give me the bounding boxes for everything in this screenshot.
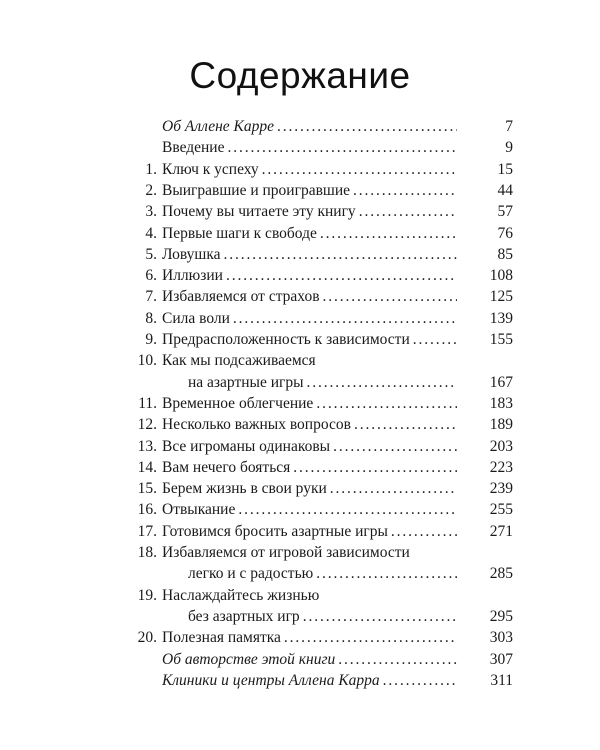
toc-entry: [0, 351, 600, 371]
entry-page: 203: [489, 437, 513, 455]
entry-leader: [162, 117, 457, 137]
entry-title: Ловушка: [162, 245, 221, 263]
entry-leader: [188, 373, 457, 393]
dot-leader: [327, 479, 457, 499]
entry-title: Выигравшие и проигравшие: [162, 181, 351, 199]
entry-number: 16.: [137, 501, 157, 519]
toc-entry: [0, 266, 600, 286]
entry-number: 15.: [137, 480, 157, 498]
entry-number: 20.: [137, 629, 157, 647]
dot-leader: [223, 266, 457, 286]
entry-number: 7.: [145, 288, 157, 306]
entry-leader: [162, 309, 457, 329]
entry-title: Клиники и центры Аллена Карра: [162, 671, 380, 689]
toc-entry-continued: [0, 564, 600, 584]
dot-leader: [356, 202, 457, 222]
entry-title-continued: легко и с радостью: [188, 565, 314, 583]
entry-title-continued: без азартных игр: [188, 607, 300, 625]
entry-number: 5.: [145, 245, 157, 263]
entry-number: 9.: [145, 331, 157, 348]
entry-title: Все игроманы одинаковы: [162, 437, 331, 455]
entry-number: 3.: [145, 203, 157, 221]
entry-leader: [188, 564, 457, 584]
entry-leader: [162, 522, 457, 542]
toc-entry: [0, 287, 600, 307]
dot-leader: [335, 650, 457, 670]
entry-number: 14.: [137, 458, 157, 476]
entry-page: 85: [497, 245, 513, 263]
entry-leader: [162, 330, 457, 350]
entry-leader: [162, 500, 457, 520]
entry-title: Наслаждайтесь жизнью: [162, 586, 320, 604]
entry-title: Временное облегчение: [162, 394, 314, 412]
toc-entry: [0, 202, 600, 222]
dot-leader: [221, 245, 457, 265]
entry-title-continued: на азартные игры: [188, 373, 304, 391]
entry-leader: [162, 628, 457, 648]
entry-page: 311: [490, 671, 513, 689]
entry-title: Вам нечего бояться: [162, 458, 291, 476]
toc-entry: [0, 117, 600, 137]
entry-number: 17.: [137, 522, 157, 540]
entry-page: 7: [505, 118, 513, 135]
entry-page: 307: [489, 650, 513, 668]
entry-number: 11.: [138, 394, 157, 412]
entry-page: 9: [505, 139, 513, 157]
dot-leader: [230, 309, 457, 329]
dot-leader: [351, 415, 457, 435]
toc-entry: [0, 458, 600, 478]
toc-entry: [0, 181, 600, 201]
toc-entry: [0, 543, 600, 563]
entry-leader: [162, 245, 457, 265]
entry-title: Предрасположенность к зависимости: [162, 331, 410, 348]
toc-entry: [0, 586, 600, 606]
toc-entry: [0, 224, 600, 244]
entry-page: 108: [489, 267, 513, 285]
entry-page: 189: [489, 416, 513, 434]
entry-page: 271: [489, 522, 513, 540]
dot-leader: [320, 287, 457, 307]
toc-entry: [0, 415, 600, 435]
entry-page: 285: [489, 565, 513, 583]
dot-leader: [330, 437, 457, 457]
entry-leader: [188, 607, 457, 627]
entry-number: 2.: [145, 181, 157, 199]
dot-leader: [259, 160, 457, 180]
entry-title: Иллюзии: [162, 267, 223, 285]
entry-leader: [162, 224, 457, 244]
entry-page: 303: [489, 629, 513, 647]
entry-title: Введение: [162, 139, 225, 157]
entry-leader: [162, 266, 457, 286]
entry-page: 239: [489, 480, 513, 498]
entry-title: Ключ к успеху: [162, 160, 259, 178]
dot-leader: [313, 394, 457, 414]
entry-title: Сила воли: [162, 309, 230, 327]
entry-title: Почему вы читаете эту книгу: [162, 203, 356, 221]
entry-leader: [162, 415, 457, 435]
entry-page: 125: [489, 288, 513, 306]
dot-leader: [274, 117, 457, 137]
entry-number: 8.: [145, 309, 157, 327]
dot-leader: [281, 628, 457, 648]
entry-title: Об Аллене Карре: [162, 118, 274, 135]
entry-title: Как мы подсаживаемся: [162, 352, 316, 370]
entry-title: Первые шаги к свободе: [162, 224, 317, 242]
entry-title: Избавляемся от страхов: [162, 288, 320, 306]
toc-entry: [0, 138, 600, 158]
toc-entry: [0, 394, 600, 414]
dot-leader: [224, 138, 457, 158]
entry-leader: [162, 650, 457, 670]
entry-leader: [162, 202, 457, 222]
dot-leader: [317, 224, 457, 244]
dot-leader: [380, 671, 457, 691]
dot-leader: [410, 330, 457, 350]
toc-entry-continued: [0, 373, 600, 393]
entry-page: 139: [489, 309, 513, 327]
toc-entry: [0, 650, 600, 670]
toc-entry: [0, 245, 600, 265]
entry-number: 12.: [137, 416, 157, 434]
toc-entry: [0, 309, 600, 329]
entry-page: 15: [497, 160, 513, 178]
entry-title: Избавляемся от игровой зависимости: [162, 544, 410, 561]
entry-page: 57: [497, 203, 513, 221]
entry-number: 19.: [137, 586, 157, 604]
entry-title: Отвыкание: [162, 501, 236, 519]
entry-title: Готовимся бросить азартные игры: [162, 522, 388, 540]
entry-number: 1.: [145, 160, 157, 178]
entry-page: 183: [489, 394, 513, 412]
entry-leader: [162, 138, 457, 158]
toc-entry: [0, 479, 600, 499]
dot-leader: [300, 607, 457, 627]
entry-leader: [162, 671, 457, 691]
entry-page: 167: [489, 373, 513, 391]
entry-leader: [162, 160, 457, 180]
entry-page: 44: [497, 181, 513, 199]
entry-number: 6.: [145, 267, 157, 285]
entry-page: 295: [489, 607, 513, 625]
entry-leader: [162, 181, 457, 201]
entry-number: 18.: [137, 544, 157, 561]
entry-title: Об авторстве этой книги: [162, 650, 336, 668]
page-title: Содержание: [189, 55, 411, 96]
entry-number: 13.: [137, 437, 157, 455]
entry-leader: [162, 458, 457, 478]
entry-title: Берем жизнь в свои руки: [162, 480, 327, 498]
entry-title: Полезная памятка: [162, 629, 281, 647]
entry-leader: [162, 394, 457, 414]
toc-entry: [0, 500, 600, 520]
toc-entry: [0, 522, 600, 542]
dot-leader: [388, 522, 457, 542]
toc-entry: [0, 628, 600, 648]
toc-entry: [0, 671, 600, 691]
dot-leader: [313, 564, 457, 584]
toc-entry: [0, 160, 600, 180]
dot-leader: [290, 458, 457, 478]
entry-page: 155: [489, 331, 513, 348]
entry-number: 10.: [137, 352, 157, 370]
dot-leader: [304, 373, 457, 393]
entry-leader: [162, 479, 457, 499]
entry-page: 76: [497, 224, 513, 242]
entry-leader: [162, 437, 457, 457]
entry-number: 4.: [145, 224, 157, 242]
dot-leader: [235, 500, 457, 520]
entry-page: 255: [489, 501, 513, 519]
toc-entry: [0, 330, 600, 350]
entry-title: Несколько важных вопросов: [162, 416, 351, 434]
toc-entry-continued: [0, 607, 600, 627]
entry-leader: [162, 287, 457, 307]
entry-page: 223: [489, 458, 513, 476]
dot-leader: [350, 181, 457, 201]
toc-entry: [0, 437, 600, 457]
